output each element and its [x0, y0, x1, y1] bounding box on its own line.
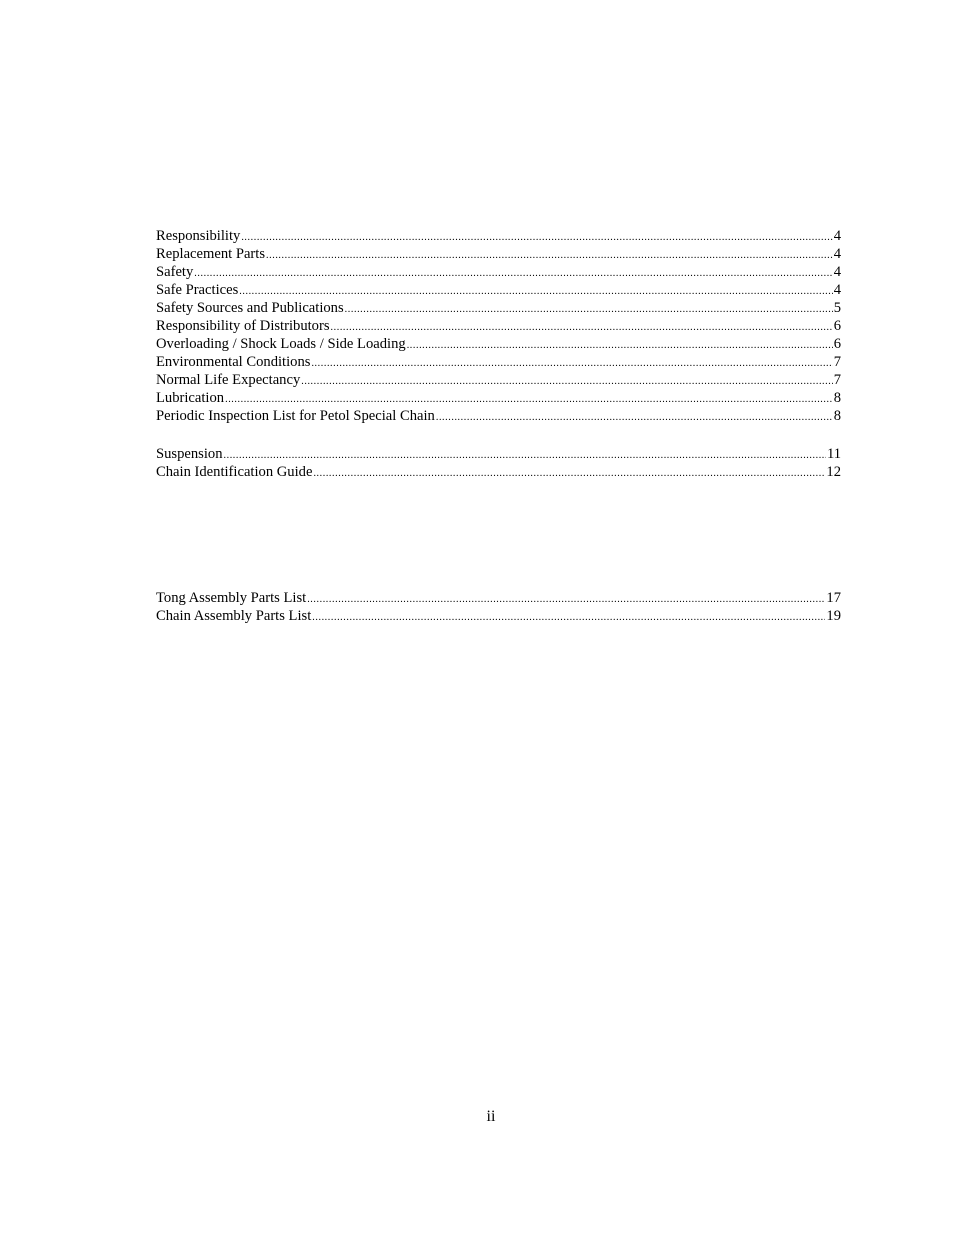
toc-entry[interactable] — [156, 371, 841, 389]
dot-leader — [311, 355, 832, 373]
toc-entry-page: 6 — [833, 336, 841, 352]
dot-leader — [301, 373, 832, 391]
toc-entry-title: Normal Life Expectancy — [156, 372, 301, 388]
dot-leader — [312, 609, 825, 627]
toc-entry-page: 8 — [833, 390, 841, 406]
toc-section-1 — [156, 227, 841, 425]
toc-entry-page: 7 — [833, 372, 841, 388]
toc-entry-title: Suspension — [156, 446, 223, 462]
toc-entry[interactable] — [156, 463, 841, 481]
toc-entry[interactable] — [156, 589, 841, 607]
dot-leader — [266, 247, 833, 265]
toc-entry-page: 5 — [833, 300, 841, 316]
toc-entry-title: Safety — [156, 264, 194, 280]
toc-entry[interactable] — [156, 445, 841, 463]
toc-entry[interactable] — [156, 263, 841, 281]
dot-leader — [436, 409, 833, 427]
toc-entry-page: 4 — [833, 228, 841, 244]
toc-entry-page: 7 — [833, 354, 841, 370]
dot-leader — [407, 337, 833, 355]
toc-entry[interactable] — [156, 317, 841, 335]
dot-leader — [224, 447, 826, 465]
toc-entry[interactable] — [156, 299, 841, 317]
toc-entry-title: Tong Assembly Parts List — [156, 590, 307, 606]
toc-entry-title: Overloading / Shock Loads / Side Loading — [156, 336, 406, 352]
toc-section-2 — [156, 445, 841, 481]
dot-leader — [345, 301, 833, 319]
toc-entry-title: Lubrication — [156, 390, 225, 406]
dot-leader — [313, 465, 825, 483]
toc-section-3 — [156, 589, 841, 625]
toc-entry[interactable] — [156, 407, 841, 425]
dot-leader — [194, 265, 832, 283]
toc-entry-title: Chain Assembly Parts List — [156, 608, 312, 624]
toc-entry-page: 17 — [826, 590, 841, 606]
toc-entry[interactable] — [156, 281, 841, 299]
dot-leader — [241, 229, 832, 247]
toc-entry-page: 8 — [833, 408, 841, 424]
dot-leader — [331, 319, 833, 337]
toc-entry-page: 4 — [833, 282, 841, 298]
toc-entry-title: Environmental Conditions — [156, 354, 311, 370]
toc-entry[interactable] — [156, 607, 841, 625]
toc-entry[interactable] — [156, 353, 841, 371]
toc-entry-page: 6 — [833, 318, 841, 334]
toc-entry-title: Responsibility — [156, 228, 241, 244]
toc-entry[interactable] — [156, 245, 841, 263]
toc-entry-page: 19 — [826, 608, 841, 624]
toc-entry-title: Replacement Parts — [156, 246, 266, 262]
toc-entry-title: Periodic Inspection List for Petol Special Chain — [156, 408, 435, 424]
toc-entry[interactable] — [156, 227, 841, 245]
toc-entry-title: Safe Practices — [156, 282, 239, 298]
toc-entry-title: Chain Identification Guide — [156, 464, 313, 480]
toc-entry-page: 12 — [826, 464, 841, 480]
toc-entry[interactable] — [156, 335, 841, 353]
toc-entry-page: 11 — [826, 446, 841, 462]
toc-entry-title: Responsibility of Distributors — [156, 318, 330, 334]
toc-entry-page: 4 — [833, 246, 841, 262]
dot-leader — [307, 591, 825, 609]
page-number: ii — [486, 1108, 496, 1125]
toc-entry-title: Safety Sources and Publications — [156, 300, 344, 316]
toc-entry[interactable] — [156, 389, 841, 407]
toc-entry-page: 4 — [833, 264, 841, 280]
